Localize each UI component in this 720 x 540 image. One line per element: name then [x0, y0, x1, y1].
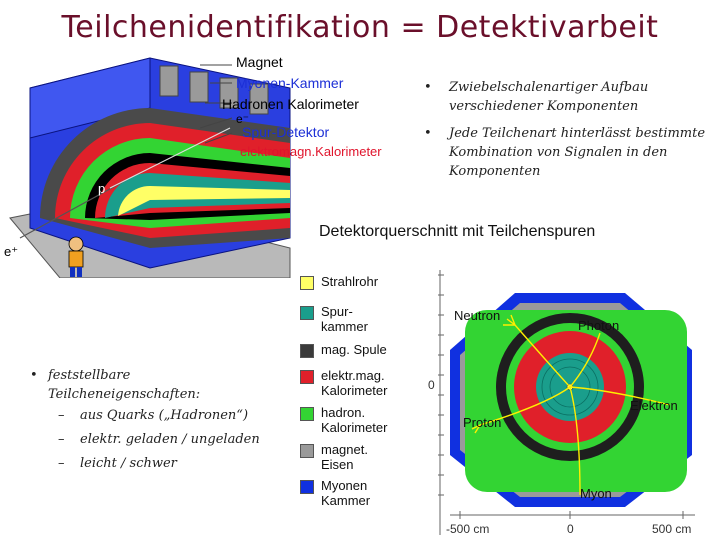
legend-spurkammer: Spur- kammer [300, 304, 368, 334]
track-label-proton: Proton [463, 415, 502, 430]
swatch-eisen [300, 444, 314, 458]
label-hadronen-kalorimeter: Hadronen Kalorimeter [222, 96, 359, 112]
swatch-had-kalorimeter [300, 407, 314, 421]
list-heading: feststellbare Teilcheneigenschaften: [48, 368, 201, 402]
swatch-spurkammer [300, 306, 314, 320]
legend-eisen: magnet. Eisen [300, 442, 368, 472]
list-item-quarks: aus Quarks („Hadronen“) [80, 408, 249, 423]
cross-section-title: Detektorquerschnitt mit Teilchenspuren [319, 223, 596, 240]
x-axis [450, 511, 695, 519]
y-axis [438, 270, 444, 535]
x-axis-label-minus500: -500 cm [446, 522, 490, 536]
label-positron: e⁺ [4, 244, 19, 259]
legend-myonen: Myonen Kammer [300, 478, 370, 508]
legend-spule: mag. Spule [300, 342, 387, 358]
track-label-myon: Myon [580, 486, 612, 501]
list-item-charge: elektr. geladen / ungeladen [80, 432, 260, 447]
label-electron: e⁻ [236, 112, 250, 126]
page-title: Teilchenidentifikation = Detektivarbeit [61, 10, 659, 45]
bullet-zwiebelschale: Zwiebelschalenartiger Aufbau verschiedener Komponenten [449, 80, 649, 114]
bullet-teilchenart: Jede Teilchenart hinterlässt bestimmte Kombination von Signalen in den Komponenten [449, 126, 706, 179]
x-axis-label-plus500: 500 cm [652, 522, 692, 536]
swatch-spule [300, 344, 314, 358]
track-label-elektron: Elektron [630, 398, 678, 413]
label-spur-detektor: Spur-Detektor [242, 124, 330, 140]
swatch-strahlrohr [300, 276, 314, 290]
track-label-photon: Photon [578, 318, 620, 333]
swatch-myonen [300, 480, 314, 494]
label-em-kalorimeter: elektromagn.Kalorimeter [240, 144, 382, 159]
legend-had-kalorimeter: hadron. Kalorimeter [300, 405, 387, 435]
legend-em-kalorimeter: elektr.mag. Kalorimeter [300, 368, 387, 398]
swatch-em-kalorimeter [300, 370, 314, 384]
x-axis-label-zero: 0 [567, 522, 574, 536]
y-axis-label-zero: 0 [428, 378, 435, 392]
track-label-neutron: Neutron [454, 308, 501, 323]
legend-strahlrohr: Strahlrohr [300, 274, 378, 290]
list-item-mass: leicht / schwer [80, 456, 177, 471]
label-myonen-kammer: Myonen-Kammer [236, 75, 344, 91]
label-magnet: Magnet [236, 54, 283, 70]
label-proton-3d: p [98, 181, 106, 196]
